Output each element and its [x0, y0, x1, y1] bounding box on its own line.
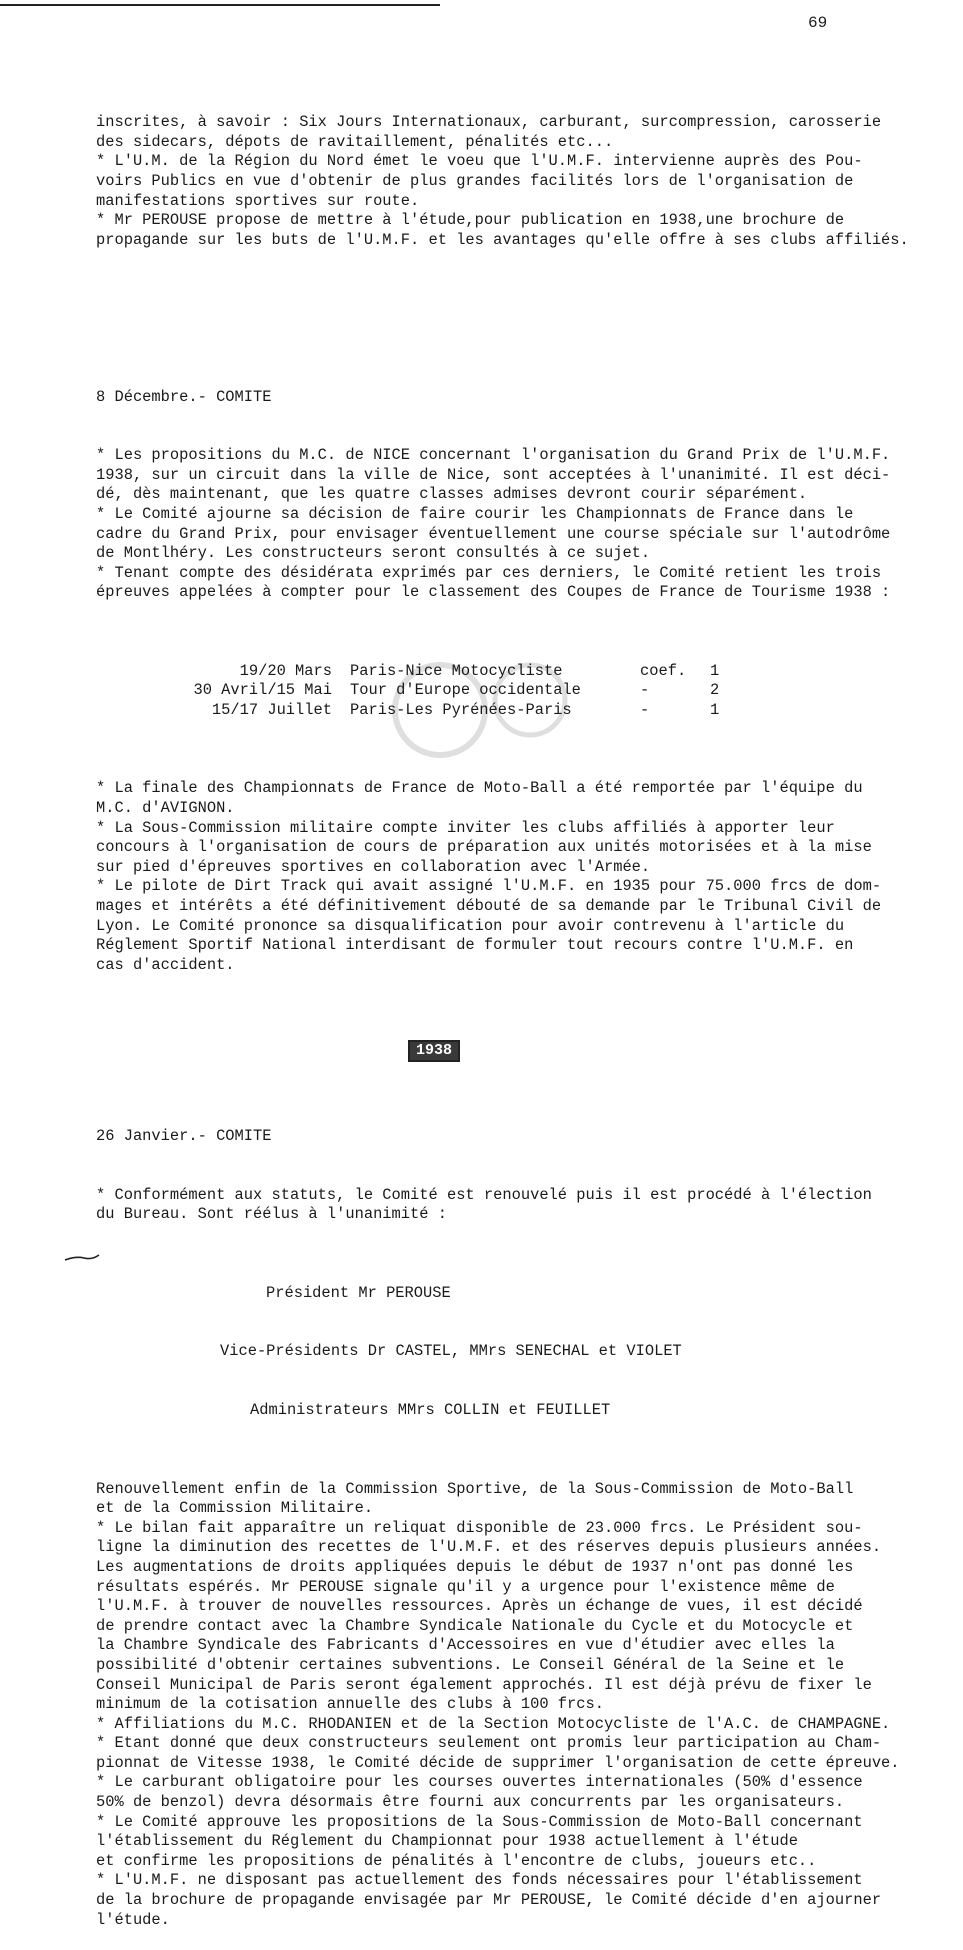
- text-line: minimum de la cotisation annuelle des clubs à 100 frcs.: [96, 1695, 604, 1714]
- text-line: voirs Publics en vue d'obtenir de plus grandes facilités lors de l'organisation de: [96, 171, 854, 190]
- race-name: Paris-Nice Motocycliste: [350, 661, 563, 680]
- race-table: [96, 662, 926, 721]
- text-line: * La finale des Championnats de France de Moto-Ball a été remportée par l'équipe du: [96, 779, 863, 798]
- january-paragraphs-before: [96, 1186, 926, 1225]
- race-weight: 2: [710, 681, 720, 700]
- section-heading-january: 26 Janvier.- COMITE: [96, 1126, 272, 1145]
- text-line: * La Sous-Commission militaire compte inviter les clubs affiliés à apporter leur: [96, 818, 835, 837]
- text-line: possibilité d'obtenir certaines subventions. Le Conseil Général de la Seine et le: [96, 1655, 845, 1674]
- text-line: * Conformément aux statuts, le Comité est renouvelé puis il est procédé à l'élection: [96, 1185, 872, 1204]
- section-heading-december: 8 Décembre.- COMITE: [96, 387, 272, 406]
- text-line: l'U.M.F. à trouver de nouvelles ressources. Après un échange de vues, il est décidé: [96, 1597, 863, 1616]
- text-line: pionnat de Vitesse 1938, le Comité décide de supprimer l'organisation de cette épreuve.: [96, 1753, 900, 1772]
- text-line: concours à l'organisation de cours de préparation aux unités motorisées et à la mise: [96, 838, 872, 857]
- race-name: Paris-Les Pyrénées-Paris: [350, 701, 572, 719]
- text-line: l'étude.: [96, 1910, 170, 1929]
- race-dates: 15/17 Juillet: [211, 701, 332, 719]
- text-line: * Tenant compte des désidérata exprimés par ces derniers, le Comité retient les trois: [96, 563, 882, 582]
- race-coef: -: [640, 701, 650, 719]
- text-line: cas d'accident.: [96, 955, 235, 974]
- text-line: de la brochure de propagande envisagée par Mr PEROUSE, le Comité décide d'en ajourner: [96, 1891, 882, 1910]
- text-line: sur pied d'épreuves sportives en collaboration avec l'Armée.: [96, 857, 651, 876]
- text-line: mages et intérêts a été définitivement débouté de sa demande par le Tribunal Civil de: [96, 896, 882, 915]
- page-number: 69: [808, 14, 828, 32]
- margin-pen-mark: [64, 1254, 100, 1262]
- year-divider: [96, 1034, 926, 1068]
- text-line: * Mr PEROUSE propose de mettre à l'étude,pour publication en 1938,une brochure de: [96, 211, 845, 230]
- top-rule: [0, 4, 440, 6]
- race-coef: coef.: [640, 661, 687, 680]
- text-line: Lyon. Le Comité prononce sa disqualification pour avoir contrevenu à l'article du: [96, 916, 845, 935]
- text-line: cadre du Grand Prix, pour envisager éventuellement une course spéciale sur l'autodrôme: [96, 524, 891, 543]
- text-line: manifestations sportives sur route.: [96, 191, 420, 210]
- text-line: la Chambre Syndicale des Fabricants d'Accessoires en vue d'étudier avec elles la: [96, 1636, 835, 1655]
- text-line: * L'U.M.F. ne disposant pas actuellement des fonds nécessaires pour l'établissement: [96, 1871, 863, 1890]
- text-line: 50% de benzol) devra désormais être fourni aux concurrents par les organisateurs.: [96, 1793, 845, 1812]
- year-badge: 1938: [408, 1040, 460, 1062]
- bureau-president: Président Mr PEROUSE: [266, 1283, 451, 1302]
- race-coef: -: [640, 681, 650, 700]
- text-line: et confirme les propositions de pénalités à l'encontre de clubs, joueurs etc..: [96, 1851, 817, 1870]
- race-name: Tour d'Europe occidentale: [350, 681, 581, 700]
- text-line: 1938, sur un circuit dans la ville de Nice, sont acceptées à l'unanimité. Il est déci-: [96, 465, 891, 484]
- text-line: propagande sur les buts de l'U.M.F. et les avantages qu'elle offre à ses clubs affiliés.: [96, 230, 909, 249]
- text-line: et de la Commission Militaire.: [96, 1499, 374, 1518]
- text-line: inscrites, à savoir : Six Jours Internationaux, carburant, surcompression, carosserie: [96, 113, 882, 132]
- january-paragraphs-after: [96, 1480, 926, 1931]
- text-line: * Les propositions du M.C. de NICE concernant l'organisation du Grand Prix de l'U.M.F.: [96, 446, 891, 465]
- race-dates: 30 Avril/15 Mai: [193, 681, 332, 700]
- race-dates: 19/20 Mars: [239, 661, 332, 680]
- december-paragraphs-before: [96, 446, 926, 603]
- text-line: M.C. d'AVIGNON.: [96, 798, 235, 817]
- text-line: résultats espérés. Mr PEROUSE signale qu'il y a urgence pour l'existence même de: [96, 1577, 835, 1596]
- text-line: Les augmentations de droits appliquées depuis le début de 1937 n'ont pas donné les: [96, 1557, 854, 1576]
- text-line: * Le Comité approuve les propositions de la Sous-Commission de Moto-Ball concernant: [96, 1812, 863, 1831]
- text-line: Conseil Municipal de Paris seront également approchés. Il est déjà prévu de fixer le: [96, 1675, 872, 1694]
- race-row: [96, 662, 926, 682]
- intro-block: [96, 113, 926, 250]
- text-line: * Le Comité ajourne sa décision de faire courir les Championnats de France dans le: [96, 505, 854, 524]
- document-body: [96, 74, 926, 1950]
- text-line: ligne la diminution des recettes de l'U.M.F. et des réserves depuis plusieurs années.: [96, 1538, 882, 1557]
- race-weight: 1: [710, 661, 720, 680]
- race-weight: 1: [710, 701, 720, 719]
- text-line: * Le carburant obligatoire pour les courses ouvertes internationales (50% d'essence: [96, 1773, 863, 1792]
- text-line: * Affiliations du M.C. RHODANIEN et de la Section Motocycliste de l'A.C. de CHAMPAGNE.: [96, 1714, 891, 1733]
- race-row: [96, 701, 926, 721]
- bureau-vice-presidents: Vice-Présidents Dr CASTEL, MMrs SENECHAL et VIOLET: [220, 1342, 682, 1361]
- december-paragraphs-after: [96, 779, 926, 975]
- text-line: épreuves appelées à compter pour le classement des Coupes de France de Tourisme 1938 :: [96, 583, 891, 602]
- bureau-administrators: Administrateurs MMrs COLLIN et FEUILLET: [250, 1401, 611, 1420]
- text-line: de prendre contact avec la Chambre Syndicale Nationale du Cycle et du Motocycle et: [96, 1616, 854, 1635]
- text-line: Renouvellement enfin de la Commission Sportive, de la Sous-Commission de Moto-Ball: [96, 1479, 854, 1498]
- spacer: [96, 309, 926, 329]
- text-line: * Le bilan fait apparaître un reliquat disponible de 23.000 frcs. Le Président sou-: [96, 1518, 863, 1537]
- race-row: [96, 681, 926, 701]
- text-line: de Montlhéry. Les constructeurs seront consultés à ce sujet.: [96, 544, 651, 563]
- text-line: du Bureau. Sont réélus à l'unanimité :: [96, 1205, 447, 1224]
- text-line: dé, dès maintenant, que les quatre classes admises devront courir séparément.: [96, 485, 808, 504]
- text-line: * L'U.M. de la Région du Nord émet le voeu que l'U.M.F. intervienne auprès des Pou-: [96, 152, 863, 171]
- text-line: l'établissement du Réglement du Championnat pour 1938 actuellement à l'étude: [96, 1832, 798, 1851]
- text-line: * Le pilote de Dirt Track qui avait assigné l'U.M.F. en 1935 pour 75.000 frcs de dom-: [96, 877, 882, 896]
- text-line: Réglement Sportif National interdisant de formuler tout recours contre l'U.M.F. en: [96, 936, 854, 955]
- text-line: des sidecars, dépots de ravitaillement, pénalités etc...: [96, 132, 614, 151]
- text-line: * Etant donné que deux constructeurs seulement ont promis leur participation au Cham-: [96, 1734, 882, 1753]
